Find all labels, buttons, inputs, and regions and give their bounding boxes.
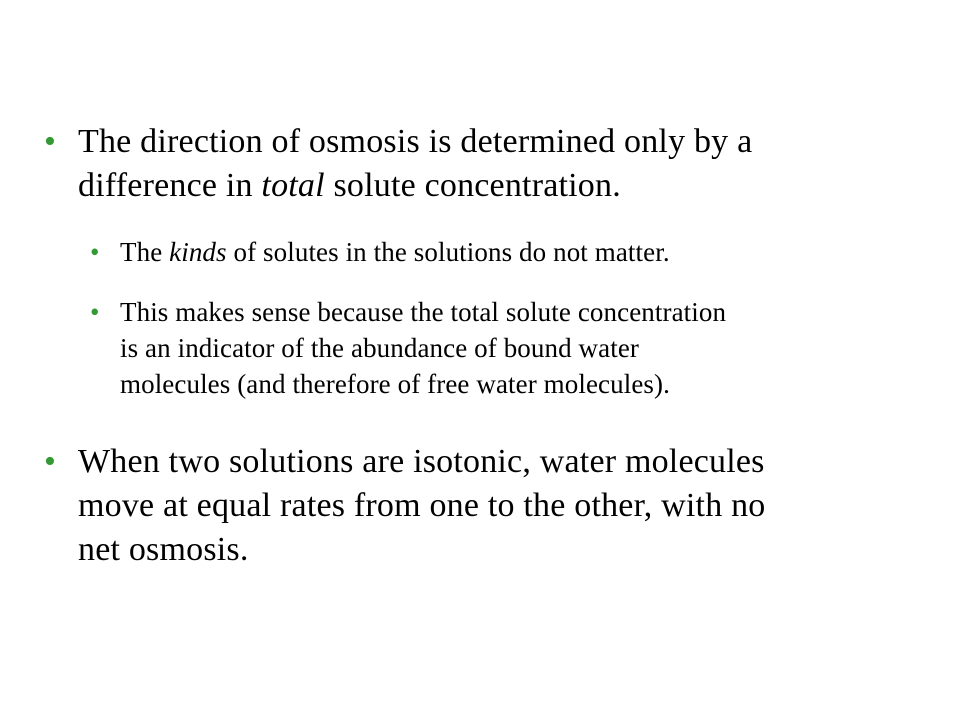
bullet-icon: • <box>90 237 100 267</box>
text-line: molecules (and therefore of free water molecules). <box>120 369 670 399</box>
emphasized-word: kinds <box>169 237 227 267</box>
bullet-point-direction-of-osmosis <box>0 120 960 210</box>
emphasized-word: total <box>261 167 325 204</box>
text-line: move at equal rates from one to the other, with no <box>78 487 766 524</box>
text-line: net osmosis. <box>78 531 249 568</box>
bullet-text <box>78 120 752 208</box>
text-line: When two solutions are isotonic, water molecules <box>78 443 765 480</box>
bullet-text <box>120 294 726 402</box>
text-line <box>120 234 670 270</box>
bullet-text <box>120 234 670 270</box>
bullet-icon: • <box>44 443 56 480</box>
text-line: The direction of osmosis is determined only by a <box>78 123 753 160</box>
bullet-icon: • <box>44 123 56 160</box>
text-line: This makes sense because the total solute concentration <box>120 297 727 327</box>
text-segment: of solutes in the solutions do not matter. <box>226 237 670 267</box>
bullet-text <box>78 440 766 572</box>
text-line <box>78 164 752 208</box>
text-segment: The <box>120 237 170 267</box>
bullet-icon: • <box>90 297 100 327</box>
text-line: is an indicator of the abundance of bound water <box>120 333 640 363</box>
bullet-point-isotonic <box>0 440 960 575</box>
text-segment: difference in <box>78 167 262 204</box>
text-segment: solute concentration. <box>324 167 621 204</box>
sub-bullet-kinds-of-solutes <box>0 234 960 274</box>
sub-bullet-makes-sense <box>0 294 960 404</box>
